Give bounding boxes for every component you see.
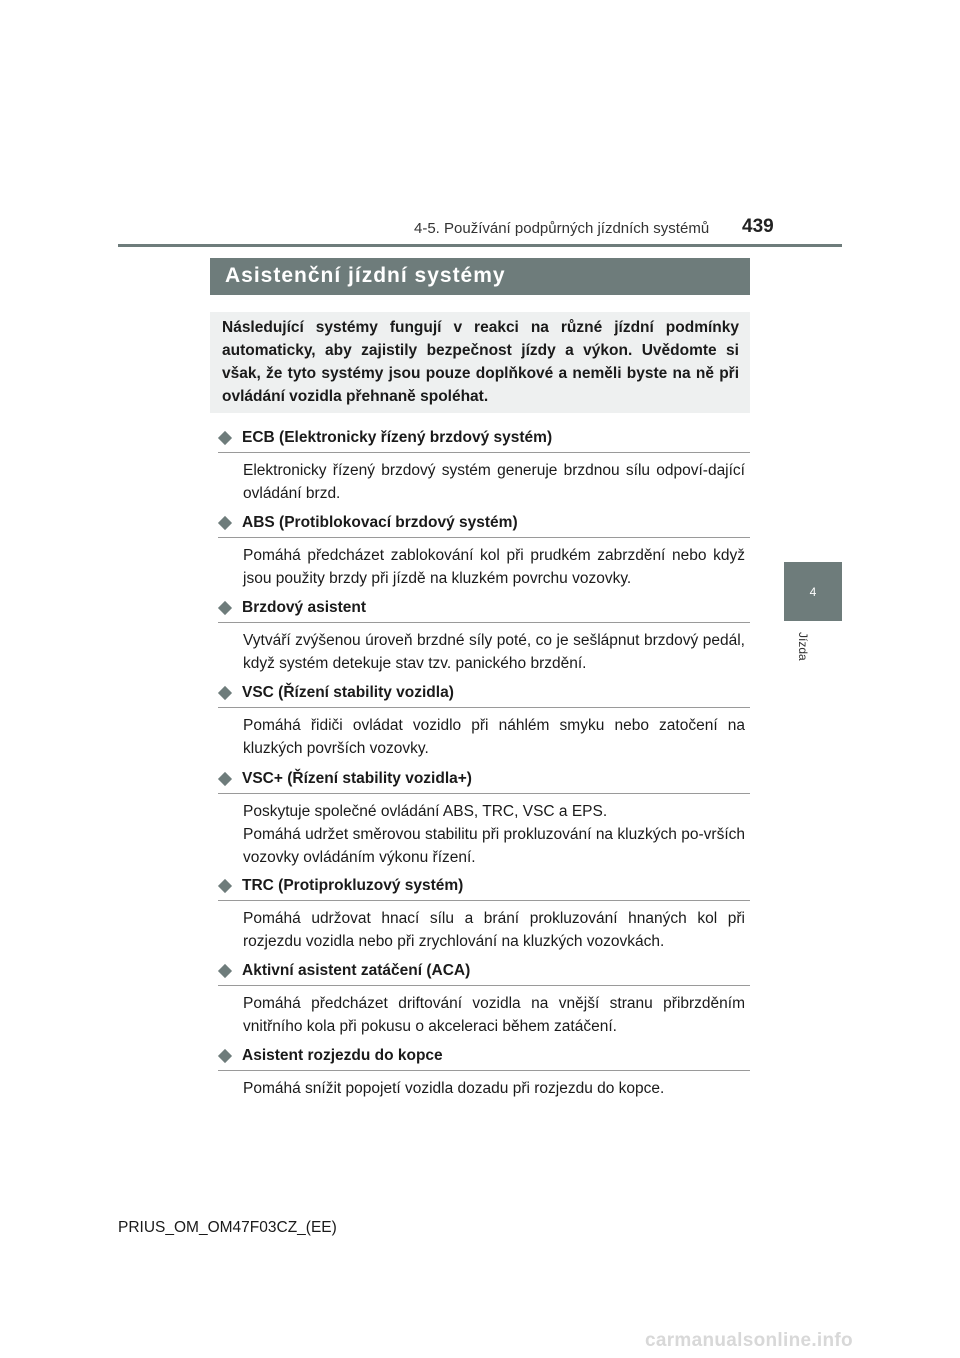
section-brake-assist	[218, 598, 750, 675]
body-text: Poskytuje společné ovládání ABS, TRC, VSC a EPS.	[243, 803, 608, 820]
section-body	[243, 544, 745, 590]
section-body	[243, 800, 745, 869]
section-abs	[218, 513, 750, 590]
body-text: Pomáhá udržet směrovou stabilitu při prokluzování na kluzkých po-vrších vozovky ovládáním výkonu řízení.	[243, 826, 745, 866]
section-heading	[218, 876, 750, 901]
section-title: ECB (Elektronicky řízený brzdový systém)	[242, 429, 553, 446]
diamond-bullet-icon	[218, 1049, 232, 1063]
section-aca	[218, 961, 750, 1038]
diamond-bullet-icon	[218, 431, 232, 445]
footer-document-code: PRIUS_OM_OM47F03CZ_(EE)	[118, 1219, 337, 1236]
chapter-label: Jízda	[796, 632, 810, 661]
section-title: ABS (Protiblokovací brzdový systém)	[242, 514, 518, 531]
title-bar	[210, 258, 750, 295]
section-title: VSC+ (Řízení stability vozidla+)	[242, 770, 472, 787]
body-text: Pomáhá snížit popojetí vozidla dozadu při rozjezdu do kopce.	[243, 1080, 665, 1097]
header-rule	[118, 244, 842, 247]
section-body	[243, 992, 745, 1038]
section-vsc-plus	[218, 769, 750, 869]
section-body	[243, 629, 745, 675]
section-heading	[218, 428, 750, 453]
section-trc	[218, 876, 750, 953]
section-heading	[218, 961, 750, 986]
diamond-bullet-icon	[218, 772, 232, 786]
section-ecb	[218, 428, 750, 505]
section-title: TRC (Protiprokluzový systém)	[242, 877, 464, 894]
section-body	[243, 907, 745, 953]
section-heading	[218, 598, 750, 623]
diamond-bullet-icon	[218, 964, 232, 978]
header-section-title: 4-5. Používání podpůrných jízdních systémů	[414, 220, 710, 237]
section-title: VSC (Řízení stability vozidla)	[242, 684, 454, 701]
section-body	[243, 714, 745, 760]
page-title: Asistenční jízdní systémy	[225, 264, 506, 287]
body-text: Pomáhá řidiči ovládat vozidlo při náhlém smyku nebo zatočení na kluzkých površích vozovky.	[243, 717, 745, 757]
section-heading	[218, 769, 750, 794]
body-text: Elektronicky řízený brzdový systém generuje brzdnou sílu odpoví-dající ovládání brzd.	[243, 462, 745, 502]
body-text: Pomáhá předcházet driftování vozidla na vnější stranu přibrzděním vnitřního kola při pokusu o akceleraci během zatáčení.	[243, 995, 745, 1035]
section-body	[243, 1077, 745, 1100]
section-title: Asistent rozjezdu do kopce	[242, 1047, 443, 1064]
diamond-bullet-icon	[218, 601, 232, 615]
page-number: 439	[742, 216, 774, 237]
chapter-number: 4	[809, 584, 817, 599]
intro-text: Následující systémy fungují v reakci na různé jízdní podmínky automaticky, aby zajistily bezpečnost jízdy a výkon. Uvědomte si však, že tyto systémy jsou pouze doplňkové a neměli byste na ně při ovládání vozidla přehnaně spoléhat.	[222, 319, 739, 405]
body-text: Pomáhá udržovat hnací sílu a brání prokluzování hnaných kol při rozjezdu vozidla nebo při zrychlování na kluzkých vozovkách.	[243, 910, 745, 950]
section-heading	[218, 683, 750, 708]
section-vsc	[218, 683, 750, 760]
diamond-bullet-icon	[218, 686, 232, 700]
section-title: Aktivní asistent zatáčení (ACA)	[242, 962, 471, 979]
section-body	[243, 459, 745, 505]
section-hill-start	[218, 1046, 750, 1100]
chapter-tab[interactable]	[784, 562, 842, 621]
section-title: Brzdový asistent	[242, 599, 367, 616]
diamond-bullet-icon	[218, 879, 232, 893]
body-text: Vytváří zvýšenou úroveň brzdné síly poté, co je sešlápnut brzdový pedál, když systém detekuje stav tzv. panického brzdění.	[243, 632, 745, 672]
body-text: Pomáhá předcházet zablokování kol při prudkém zabrzdění nebo když jsou použity brzdy při jízdě na kluzkém povrchu vozovky.	[243, 547, 745, 587]
diamond-bullet-icon	[218, 516, 232, 530]
section-heading	[218, 1046, 750, 1071]
watermark: carmanualsonline.info	[645, 1330, 853, 1351]
section-heading	[218, 513, 750, 538]
intro-box	[210, 312, 750, 413]
